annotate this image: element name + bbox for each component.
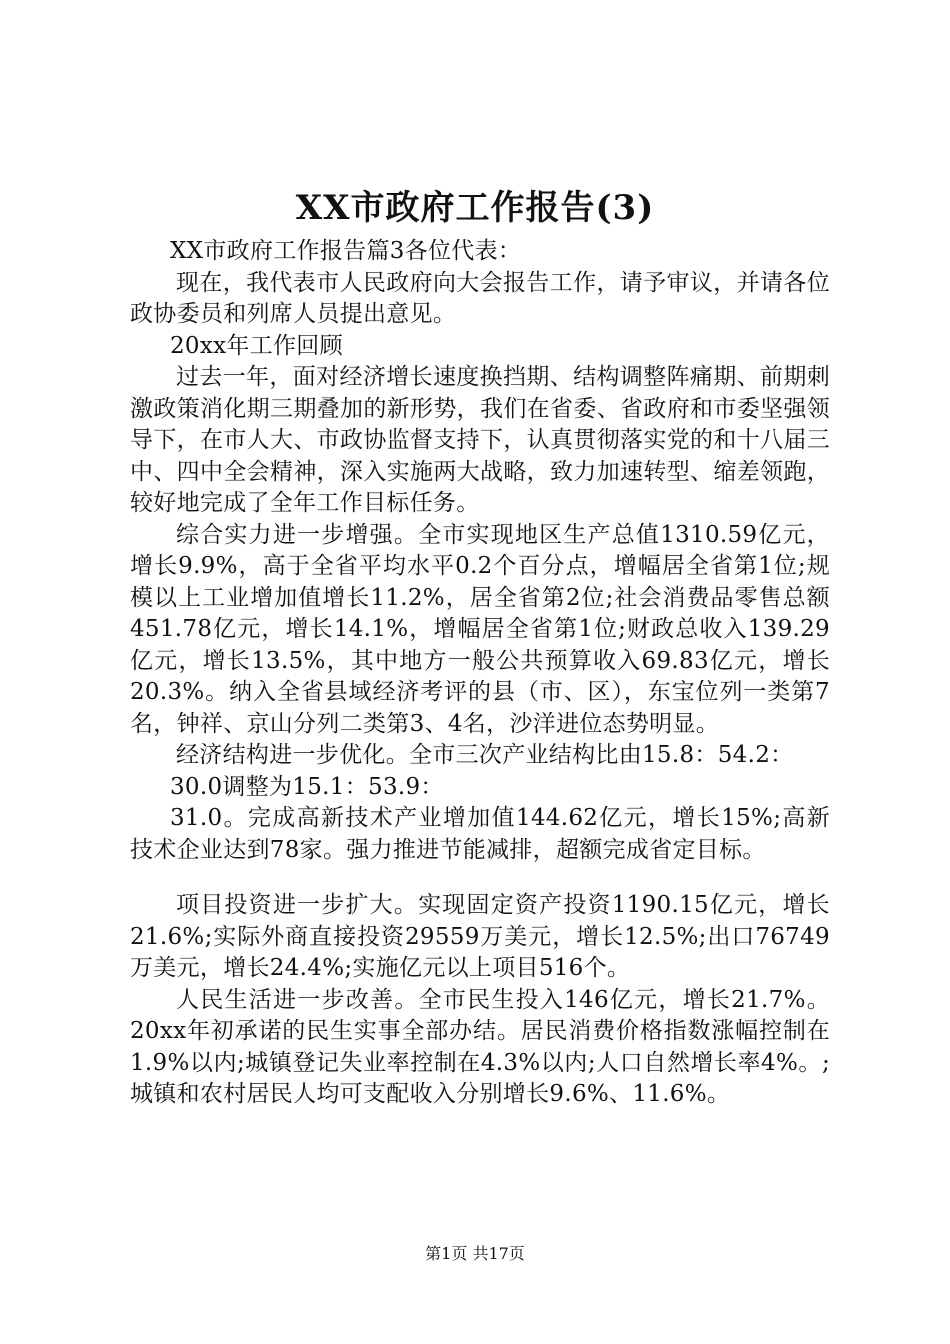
paragraph-intro: 现在，我代表市人民政府向大会报告工作，请予审议，并请各位政协委员和列席人员提出意见。 xyxy=(130,269,830,327)
document-body xyxy=(130,236,830,1111)
paragraph-review: 过去一年，面对经济增长速度换挡期、结构调整阵痛期、前期刺激政策消化期三期叠加的新形势，我们在省委、省政府和市委坚强领导下，在市人大、市政协监督支持下，认真贯彻落实党的和十八届三中、四中全会精神，深入实施两大战略，致力加速转型、缩差领跑，较好地完成了全年工作目标任务。 xyxy=(130,364,830,516)
paragraph-livelihood: 人民生活进一步改善。全市民生投入146亿元，增长21.7%。20xx年初承诺的民生实事全部办结。居民消费价格指数涨幅控制在1.9%以内;城镇登记失业率控制在4.3%以内;人口自然增长率4%。;城镇和农村居民人均可支配收入分别增长9.6%、11.6%。 xyxy=(130,986,830,1107)
paragraph-investment: 项目投资进一步扩大。实现固定资产投资1190.15亿元，增长21.6%;实际外商直接投资29559万美元，增长12.5%;出口76749万美元，增长24.4%;实施亿元以上项目516个。 xyxy=(130,892,830,981)
page-number: 第1页 共17页 xyxy=(425,1244,525,1263)
section-heading: 20xx年工作回顾 xyxy=(170,332,343,359)
paragraph-structure-cont-2: 31.0。完成高新技术产业增加值144.62亿元，增长15%;高新技术企业达到78家。强力推进节能减排，超额完成省定目标。 xyxy=(130,805,830,863)
document-title: XX市政府工作报告(3) xyxy=(295,188,655,228)
paragraph-structure: 经济结构进一步优化。全市三次产业结构比由15.8：54.2： xyxy=(176,742,794,768)
paragraph-structure-cont-1: 30.0调整为15.1：53.9： xyxy=(170,773,444,800)
paragraph-strength: 综合实力进一步增强。全市实现地区生产总值1310.59亿元，增长9.9%，高于全省平均水平0.2个百分点，增幅居全省第1位;规模以上工业增加值增长11.2%，居全省第2位;社会消费品零售总额451.78亿元，增长14.1%，增幅居全省第1位;财政总收入139.29亿元，增长13.5%，其中地方一般公共预算收入69.83亿元，增长20.3%。纳入全省县域经济考评的县（市、区），东宝位列一类第7名，钟祥、京山分列二类第3、4名，沙洋进位态势明显。 xyxy=(130,521,830,737)
paragraph-greeting: XX市政府工作报告篇3各位代表： xyxy=(170,238,522,264)
